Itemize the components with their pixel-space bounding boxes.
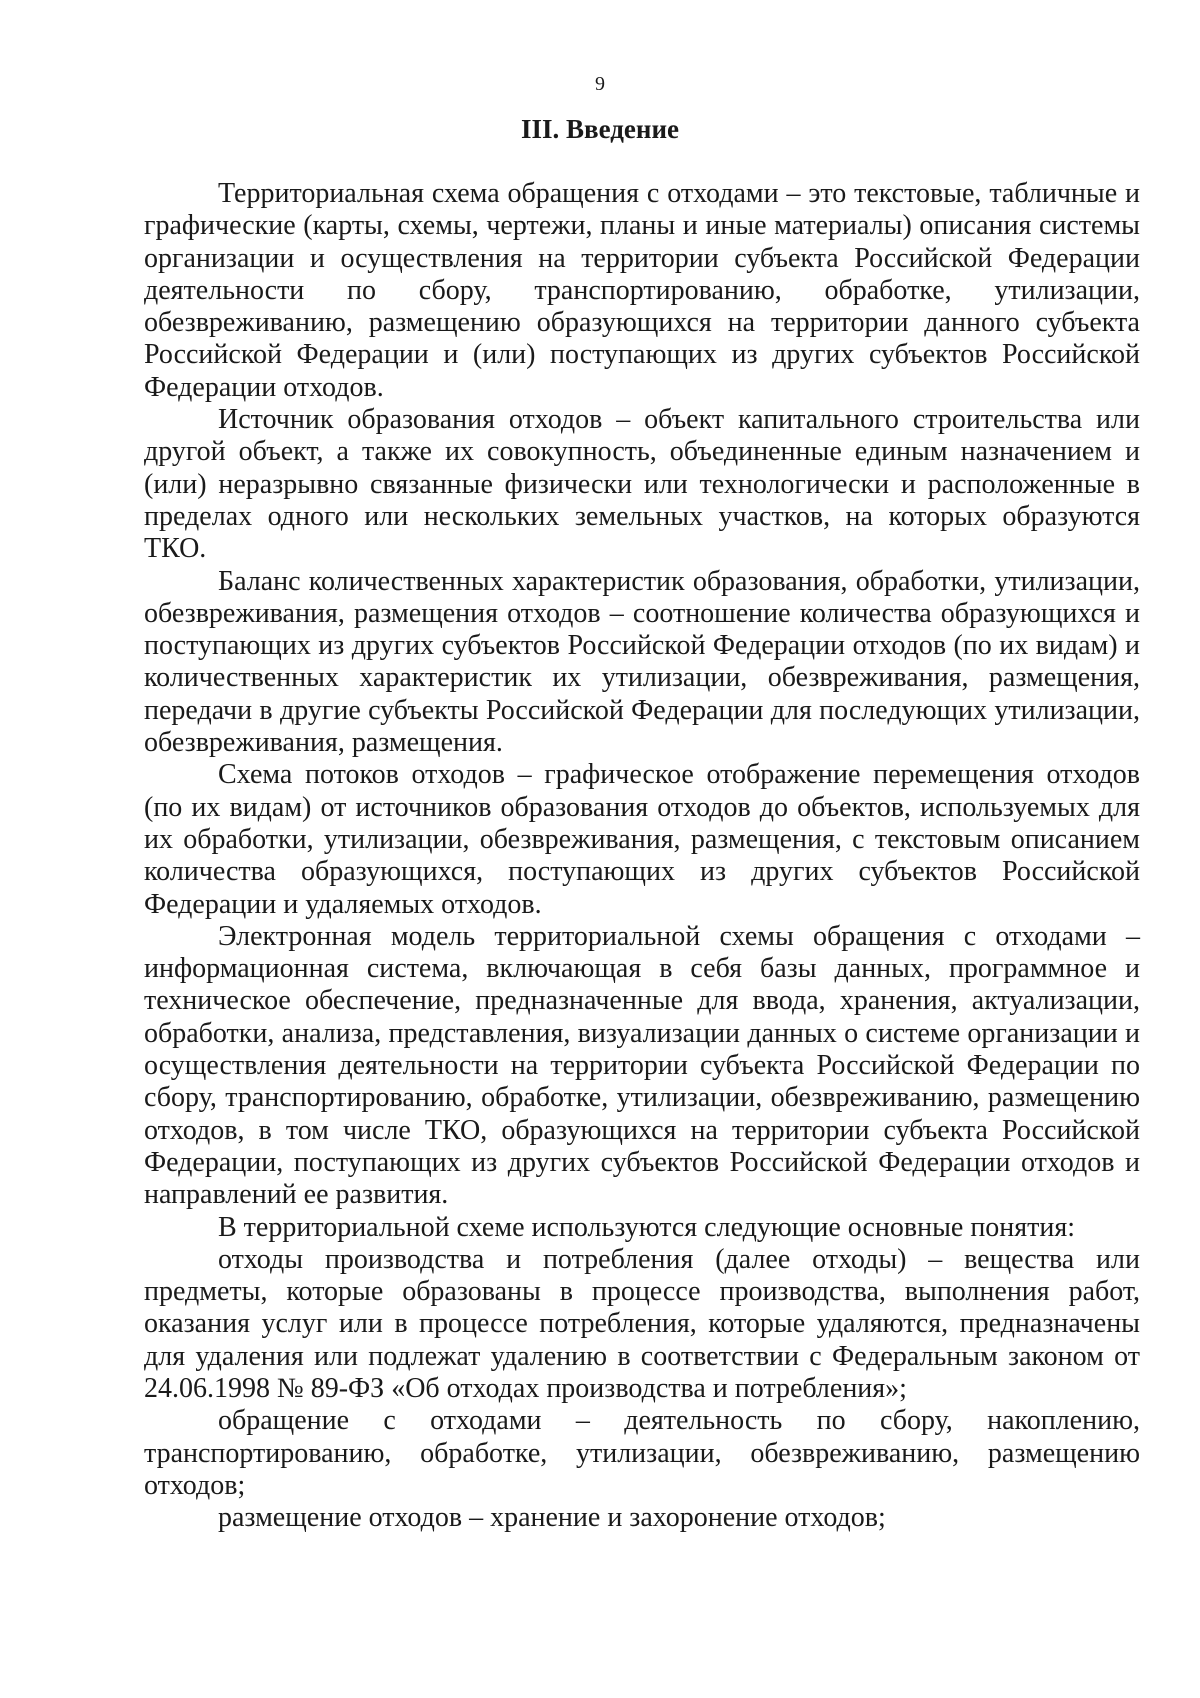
paragraph-waste-placement: размещение отходов – хранение и захоронение отходов; — [218, 1502, 886, 1534]
paragraph-concepts-intro: В территориальной схеме используются следующие основные понятия: — [218, 1211, 1076, 1243]
paragraph-waste-handling: обращение с отходами – деятельность по сбору, накоплению, транспортированию, обработке, утилизации, обезвреживанию, размещению отходов; — [144, 1405, 1140, 1501]
page-number: 9 — [595, 73, 605, 95]
paragraph-territorial-scheme: Территориальная схема обращения с отходами – это текстовые, табличные и графические (карты, схемы, чертежи, планы и иные материалы) описания системы организации и осуществления на территории субъекта Российской Федерации деятельности по сбору, транспортированию, обработке, утилизации, обезвреживанию, размещению образующихся на территории данного субъекта Российской Федерации и (или) поступающих из других субъектов Российской Федерации отходов. — [144, 178, 1140, 403]
section-title: III. Введение — [521, 114, 679, 144]
paragraph-flow-scheme: Схема потоков отходов – графическое отображение перемещения отходов (по их видам) от источников образования отходов до объектов, используемых для их обработки, утилизации, обезвреживания, размещения, с текстовым описанием количества образующихся, поступающих из других субъектов Российской Федерации и удаляемых отходов. — [144, 759, 1140, 920]
paragraph-waste-source: Источник образования отходов – объект капитального строительства или другой объект, а также их совокупность, объединенные единым назначением и (или) неразрывно связанные физически или технологически и расположенные в пределах одного или нескольких земельных участков, на которых образуются ТКО. — [144, 404, 1140, 565]
paragraph-waste-definition: отходы производства и потребления (далее отходы) – вещества или предметы, которые образованы в процессе производства, выполнения работ, оказания услуг или в процессе потребления, которые удаляются, предназначены для удаления или подлежат удалению в соответствии с Федеральным законом от 24.06.1998 № 89-ФЗ «Об отходах производства и потребления»; — [144, 1243, 1140, 1404]
body-text — [144, 178, 1140, 1534]
paragraph-balance: Баланс количественных характеристик образования, обработки, утилизации, обезвреживания, размещения отходов – соотношение количества образующихся и поступающих из других субъектов Российской Федерации отходов (по их видам) и количественных характеристик их утилизации, обезвреживания, размещения, передачи в другие субъекты Российской Федерации для последующих утилизации, обезвреживания, размещения. — [144, 565, 1140, 759]
paragraph-electronic-model: Электронная модель территориальной схемы обращения с отходами – информационная система, включающая в себя базы данных, программное и техническое обеспечение, предназначенные для ввода, хранения, актуализации, обработки, анализа, представления, визуализации данных о системе организации и осуществления деятельности на территории субъекта Российской Федерации по сбору, транспортированию, обработке, утилизации, обезвреживанию, размещению отходов, в том числе ТКО, образующихся на территории субъекта Российской Федерации, поступающих из других субъектов Российской Федерации отходов и направлений ее развития. — [144, 920, 1140, 1211]
